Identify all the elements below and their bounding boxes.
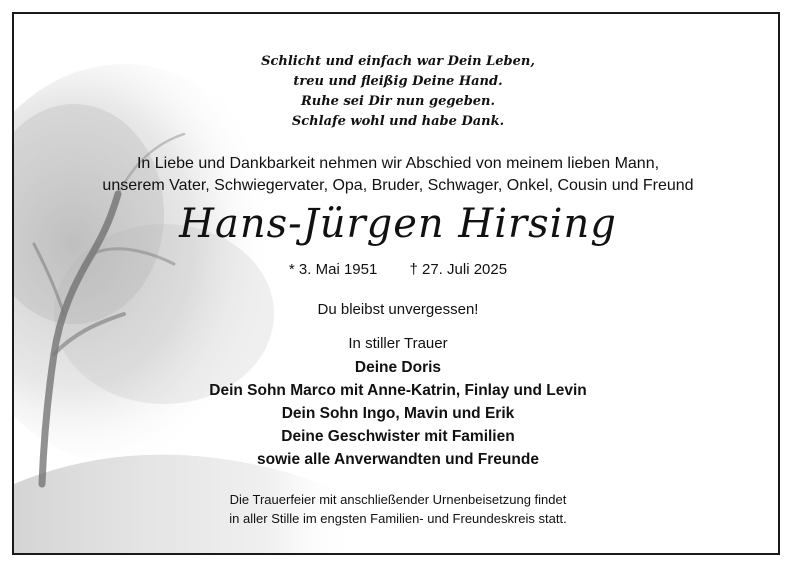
obituary-content bbox=[14, 14, 780, 555]
funeral-line: in aller Stille im engsten Familien- und Freundeskreis statt. bbox=[229, 511, 567, 526]
mourning-line: In stiller Trauer bbox=[348, 335, 448, 352]
mourner-entry: sowie alle Anverwandten und Freunde bbox=[257, 451, 539, 468]
funeral-notice bbox=[14, 490, 780, 528]
mourner-entry: Deine Doris bbox=[354, 359, 442, 376]
life-dates bbox=[14, 260, 780, 280]
poem-line: treu und fleißig Deine Hand. bbox=[293, 74, 503, 89]
funeral-line: Die Trauerfeier mit anschließender Urnenbeisetzung findet bbox=[229, 492, 567, 507]
poem bbox=[14, 52, 780, 132]
obituary-frame bbox=[12, 12, 780, 555]
birth-date: * 3. Mai 1951 bbox=[288, 261, 378, 278]
poem-line: Schlafe wohl und habe Dank. bbox=[291, 114, 505, 129]
death-date: † 27. Juli 2025 bbox=[409, 261, 508, 278]
intro-text bbox=[14, 153, 780, 197]
motto: Du bleibst unvergessen! bbox=[317, 301, 479, 318]
poem-line: Ruhe sei Dir nun gegeben. bbox=[300, 94, 496, 109]
mourner-entry: Dein Sohn Marco mit Anne-Katrin, Finlay und Levin bbox=[209, 382, 587, 399]
mourner-entry: Dein Sohn Ingo, Mavin und Erik bbox=[281, 405, 515, 422]
mourner-entry: Deine Geschwister mit Familien bbox=[281, 428, 515, 445]
mourners-list bbox=[14, 356, 780, 471]
intro-line: In Liebe und Dankbarkeit nehmen wir Abschied von meinem lieben Mann, bbox=[136, 155, 660, 172]
poem-line: Schlicht und einfach war Dein Leben, bbox=[261, 54, 535, 69]
intro-line: unserem Vater, Schwiegervater, Opa, Bruder, Schwager, Onkel, Cousin und Freund bbox=[102, 177, 694, 194]
deceased-name: Hans-Jürgen Hirsing bbox=[179, 201, 617, 247]
